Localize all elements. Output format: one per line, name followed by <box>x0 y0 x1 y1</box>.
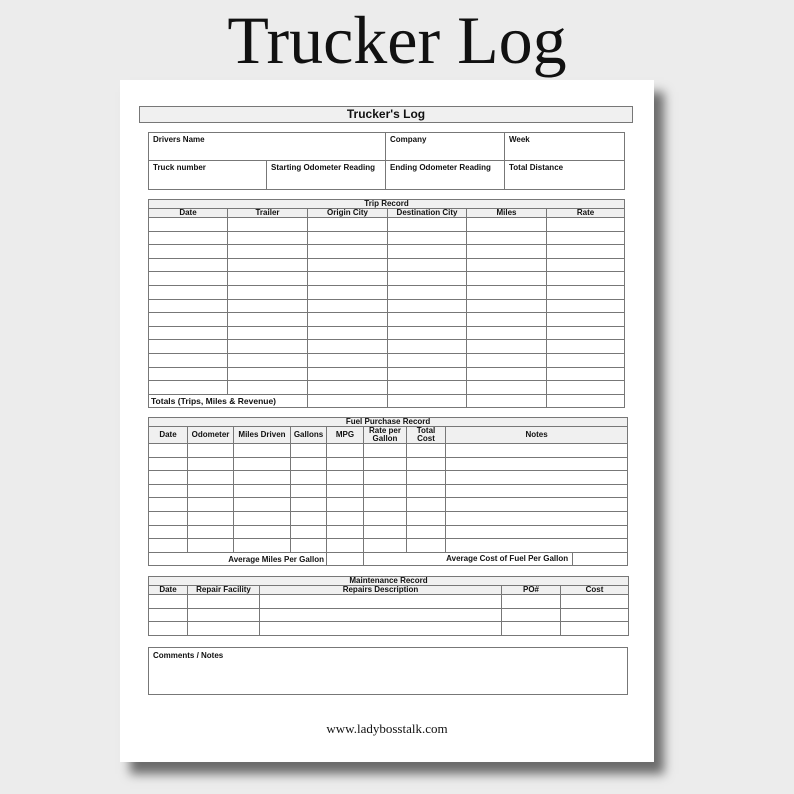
fuel-col-gallons: Gallons <box>291 427 327 444</box>
footer-url: www.ladybosstalk.com <box>326 721 448 736</box>
fuel-cell[interactable] <box>364 484 407 498</box>
fuel-row <box>149 498 628 512</box>
fuel-cell[interactable] <box>149 457 188 471</box>
fuel-cell[interactable] <box>188 484 234 498</box>
trip-cell[interactable] <box>308 313 388 327</box>
fuel-cell[interactable] <box>327 525 364 539</box>
maint-col-po: PO# <box>502 586 561 595</box>
fuel-cell[interactable] <box>149 525 188 539</box>
trip-cell[interactable] <box>308 285 388 299</box>
trip-cell[interactable] <box>388 313 467 327</box>
fuel-row <box>149 457 628 471</box>
trip-col-date: Date <box>149 209 228 218</box>
fuel-cell[interactable] <box>188 444 234 458</box>
fuel-cell[interactable] <box>446 471 628 485</box>
trip-cell[interactable] <box>149 272 228 286</box>
trip-cell[interactable] <box>388 326 467 340</box>
week-label: Week <box>509 135 530 144</box>
fuel-col-total-cost: Total Cost <box>407 427 446 444</box>
trip-cell[interactable] <box>388 245 467 259</box>
maint-cell[interactable] <box>502 595 561 609</box>
trip-row <box>149 340 625 354</box>
trip-cell[interactable] <box>149 367 228 381</box>
trip-cell[interactable] <box>149 258 228 272</box>
trip-row <box>149 272 625 286</box>
trip-row <box>149 218 625 232</box>
trip-cell[interactable] <box>308 258 388 272</box>
trip-cell[interactable] <box>149 245 228 259</box>
fuel-cell[interactable] <box>407 539 446 553</box>
maint-col-repairs-description: Repairs Description <box>260 586 502 595</box>
fuel-cell[interactable] <box>407 444 446 458</box>
fuel-cell[interactable] <box>327 471 364 485</box>
trip-record-table <box>148 199 625 408</box>
trip-row <box>149 258 625 272</box>
fuel-cell[interactable] <box>291 525 327 539</box>
trip-cell[interactable] <box>467 313 547 327</box>
trip-cell[interactable] <box>149 285 228 299</box>
fuel-cell[interactable] <box>149 511 188 525</box>
trip-cell[interactable] <box>149 313 228 327</box>
trip-cell[interactable] <box>547 326 625 340</box>
fuel-cell[interactable] <box>149 539 188 553</box>
maint-cell[interactable] <box>260 608 502 622</box>
trip-cell[interactable] <box>228 340 308 354</box>
fuel-cell[interactable] <box>188 511 234 525</box>
maint-col-repair-facility: Repair Facility <box>188 586 260 595</box>
trip-cell[interactable] <box>308 326 388 340</box>
trip-cell[interactable] <box>467 381 547 395</box>
fuel-cell[interactable] <box>364 525 407 539</box>
fuel-cell[interactable] <box>446 525 628 539</box>
maint-cell[interactable] <box>188 608 260 622</box>
trip-cell[interactable] <box>388 285 467 299</box>
company-field[interactable] <box>386 133 505 161</box>
trip-col-miles: Miles <box>467 209 547 218</box>
trip-totals-label: Totals (Trips, Miles & Revenue) <box>149 394 308 408</box>
trip-cell[interactable] <box>467 245 547 259</box>
fuel-cell[interactable] <box>234 471 291 485</box>
fuel-record-title: Fuel Purchase Record <box>149 418 628 427</box>
fuel-cell[interactable] <box>327 484 364 498</box>
fuel-cell[interactable] <box>327 511 364 525</box>
trip-cell[interactable] <box>149 326 228 340</box>
fuel-cell[interactable] <box>188 457 234 471</box>
maint-cell[interactable] <box>149 595 188 609</box>
fuel-cell[interactable] <box>149 444 188 458</box>
trip-cell[interactable] <box>547 340 625 354</box>
fuel-col-rate-per-gallon: Rate per Gallon <box>364 427 407 444</box>
maint-cell[interactable] <box>260 595 502 609</box>
trip-row <box>149 299 625 313</box>
fuel-cell[interactable] <box>407 498 446 512</box>
avg-mpg-label: Average Miles Per Gallon <box>149 552 327 566</box>
fuel-cell[interactable] <box>291 484 327 498</box>
fuel-cell[interactable] <box>149 484 188 498</box>
trip-cell[interactable] <box>547 258 625 272</box>
fuel-cell[interactable] <box>446 539 628 553</box>
fuel-cell[interactable] <box>407 457 446 471</box>
fuel-cell[interactable] <box>364 471 407 485</box>
fuel-cell[interactable] <box>234 498 291 512</box>
maint-cell[interactable] <box>561 622 629 636</box>
maint-cell[interactable] <box>260 622 502 636</box>
fuel-row <box>149 525 628 539</box>
fuel-row <box>149 471 628 485</box>
fuel-cell[interactable] <box>327 539 364 553</box>
trip-cell[interactable] <box>308 272 388 286</box>
trip-cell[interactable] <box>228 313 308 327</box>
maint-cell[interactable] <box>188 622 260 636</box>
trip-cell[interactable] <box>228 381 308 395</box>
truck-number-field[interactable] <box>149 161 267 190</box>
trip-col-rate: Rate <box>547 209 625 218</box>
trip-cell[interactable] <box>467 231 547 245</box>
trip-cell[interactable] <box>308 340 388 354</box>
trip-cell[interactable] <box>467 353 547 367</box>
maint-cell[interactable] <box>502 622 561 636</box>
fuel-cell[interactable] <box>446 444 628 458</box>
fuel-col-mpg: MPG <box>327 427 364 444</box>
fuel-cell[interactable] <box>291 444 327 458</box>
trip-totals-cell[interactable] <box>467 394 547 408</box>
trip-cell[interactable] <box>228 231 308 245</box>
fuel-cell[interactable] <box>364 444 407 458</box>
maint-row <box>149 622 629 636</box>
driver-info-table <box>148 132 625 190</box>
starting-odometer-field[interactable] <box>267 161 386 190</box>
trip-cell[interactable] <box>467 218 547 232</box>
fuel-cell[interactable] <box>446 498 628 512</box>
fuel-cell[interactable] <box>188 539 234 553</box>
trip-cell[interactable] <box>308 299 388 313</box>
trip-row <box>149 313 625 327</box>
trip-cell[interactable] <box>228 367 308 381</box>
trip-cell[interactable] <box>388 381 467 395</box>
trip-cell[interactable] <box>547 285 625 299</box>
trip-cell[interactable] <box>388 367 467 381</box>
maintenance-record-title: Maintenance Record <box>149 577 629 586</box>
fuel-row <box>149 511 628 525</box>
fuel-cell[interactable] <box>364 511 407 525</box>
trip-cell[interactable] <box>467 258 547 272</box>
maint-cell[interactable] <box>502 608 561 622</box>
drivers-name-label: Drivers Name <box>153 135 205 144</box>
trip-cell[interactable] <box>547 381 625 395</box>
trip-col-trailer: Trailer <box>228 209 308 218</box>
fuel-row <box>149 539 628 553</box>
trip-cell[interactable] <box>388 231 467 245</box>
trip-record-title: Trip Record <box>149 200 625 209</box>
fuel-cell[interactable] <box>327 457 364 471</box>
maint-cell[interactable] <box>561 595 629 609</box>
trip-cell[interactable] <box>308 231 388 245</box>
fuel-cell[interactable] <box>446 457 628 471</box>
trip-cell[interactable] <box>149 299 228 313</box>
maint-row <box>149 608 629 622</box>
fuel-cell[interactable] <box>407 471 446 485</box>
total-distance-label: Total Distance <box>509 163 564 172</box>
fuel-cell[interactable] <box>234 444 291 458</box>
fuel-cell[interactable] <box>291 498 327 512</box>
fuel-col-notes: Notes <box>446 427 628 444</box>
trip-cell[interactable] <box>547 353 625 367</box>
fuel-row <box>149 444 628 458</box>
total-distance-field[interactable] <box>505 161 625 190</box>
fuel-cell[interactable] <box>234 484 291 498</box>
fuel-cell[interactable] <box>364 498 407 512</box>
starting-odometer-label: Starting Odometer Reading <box>271 163 376 172</box>
log-sheet <box>120 80 654 762</box>
trip-row <box>149 285 625 299</box>
maint-cell[interactable] <box>188 595 260 609</box>
fuel-cell[interactable] <box>291 511 327 525</box>
fuel-cell[interactable] <box>446 484 628 498</box>
trip-cell[interactable] <box>228 326 308 340</box>
avg-cost-field[interactable] <box>572 553 627 566</box>
trip-cell[interactable] <box>547 272 625 286</box>
trip-cell[interactable] <box>547 313 625 327</box>
trip-cell[interactable] <box>149 340 228 354</box>
fuel-cell[interactable] <box>407 525 446 539</box>
trip-cell[interactable] <box>228 258 308 272</box>
fuel-cell[interactable] <box>364 457 407 471</box>
trip-cell[interactable] <box>388 218 467 232</box>
trip-cell[interactable] <box>467 285 547 299</box>
fuel-cell[interactable] <box>234 457 291 471</box>
trip-cell[interactable] <box>149 353 228 367</box>
avg-cost-row <box>364 552 628 566</box>
fuel-col-miles-driven: Miles Driven <box>234 427 291 444</box>
trip-col-origin-city: Origin City <box>308 209 388 218</box>
trip-cell[interactable] <box>228 353 308 367</box>
trip-cell[interactable] <box>467 272 547 286</box>
trip-cell[interactable] <box>467 340 547 354</box>
fuel-cell[interactable] <box>188 525 234 539</box>
fuel-cell[interactable] <box>291 471 327 485</box>
ending-odometer-field[interactable] <box>386 161 505 190</box>
trip-cell[interactable] <box>388 258 467 272</box>
fuel-cell[interactable] <box>149 498 188 512</box>
drivers-name-field[interactable] <box>149 133 386 161</box>
fuel-cell[interactable] <box>327 498 364 512</box>
fuel-cell[interactable] <box>291 539 327 553</box>
maintenance-record-table <box>148 576 629 636</box>
trip-cell[interactable] <box>308 353 388 367</box>
trip-cell[interactable] <box>547 367 625 381</box>
fuel-cell[interactable] <box>234 525 291 539</box>
maint-cell[interactable] <box>149 608 188 622</box>
truck-number-label: Truck number <box>153 163 206 172</box>
trip-totals-cell[interactable] <box>388 394 467 408</box>
sheet-title: Trucker's Log <box>139 106 633 123</box>
trip-cell[interactable] <box>228 218 308 232</box>
trip-cell[interactable] <box>228 245 308 259</box>
comments-box[interactable] <box>148 647 628 695</box>
fuel-cell[interactable] <box>364 539 407 553</box>
fuel-row <box>149 484 628 498</box>
trip-row <box>149 381 625 395</box>
trip-cell[interactable] <box>547 299 625 313</box>
fuel-cell[interactable] <box>234 511 291 525</box>
fuel-cell[interactable] <box>407 484 446 498</box>
trip-cell[interactable] <box>228 272 308 286</box>
trip-cell[interactable] <box>388 353 467 367</box>
trip-row <box>149 231 625 245</box>
fuel-cell[interactable] <box>234 539 291 553</box>
trip-cell[interactable] <box>149 381 228 395</box>
trip-row <box>149 367 625 381</box>
avg-mpg-field[interactable] <box>327 552 364 566</box>
maint-col-cost: Cost <box>561 586 629 595</box>
fuel-cell[interactable] <box>188 471 234 485</box>
trip-cell[interactable] <box>467 326 547 340</box>
comments-label: Comments / Notes <box>149 648 628 695</box>
week-field[interactable] <box>505 133 625 161</box>
trip-cell[interactable] <box>547 231 625 245</box>
banner-title: Trucker Log <box>227 2 567 78</box>
fuel-col-odometer: Odometer <box>188 427 234 444</box>
fuel-col-date: Date <box>149 427 188 444</box>
fuel-cell[interactable] <box>446 511 628 525</box>
trip-cell[interactable] <box>547 245 625 259</box>
trip-cell[interactable] <box>308 367 388 381</box>
trip-cell[interactable] <box>308 245 388 259</box>
fuel-cell[interactable] <box>407 511 446 525</box>
trip-cell[interactable] <box>228 285 308 299</box>
trip-cell[interactable] <box>149 218 228 232</box>
company-label: Company <box>390 135 427 144</box>
trip-row <box>149 245 625 259</box>
trip-cell[interactable] <box>388 272 467 286</box>
trip-totals-cell[interactable] <box>547 394 625 408</box>
fuel-cell[interactable] <box>327 444 364 458</box>
fuel-cell[interactable] <box>188 498 234 512</box>
fuel-cell[interactable] <box>291 457 327 471</box>
ending-odometer-label: Ending Odometer Reading <box>390 163 491 172</box>
fuel-cell[interactable] <box>149 471 188 485</box>
trip-row <box>149 353 625 367</box>
trip-cell[interactable] <box>228 299 308 313</box>
maint-cell[interactable] <box>561 608 629 622</box>
maint-col-date: Date <box>149 586 188 595</box>
avg-cost-label: Average Cost of Fuel Per Gallon <box>446 553 569 563</box>
trip-cell[interactable] <box>388 299 467 313</box>
trip-cell[interactable] <box>388 340 467 354</box>
trip-cell[interactable] <box>149 231 228 245</box>
trip-cell[interactable] <box>467 367 547 381</box>
maint-row <box>149 595 629 609</box>
trip-cell[interactable] <box>467 299 547 313</box>
trip-cell[interactable] <box>308 218 388 232</box>
trip-row <box>149 326 625 340</box>
trip-totals-cell[interactable] <box>308 394 388 408</box>
fuel-record-table <box>148 417 628 566</box>
trip-cell[interactable] <box>308 381 388 395</box>
maint-cell[interactable] <box>149 622 188 636</box>
trip-col-destination-city: Destination City <box>388 209 467 218</box>
trip-cell[interactable] <box>547 218 625 232</box>
